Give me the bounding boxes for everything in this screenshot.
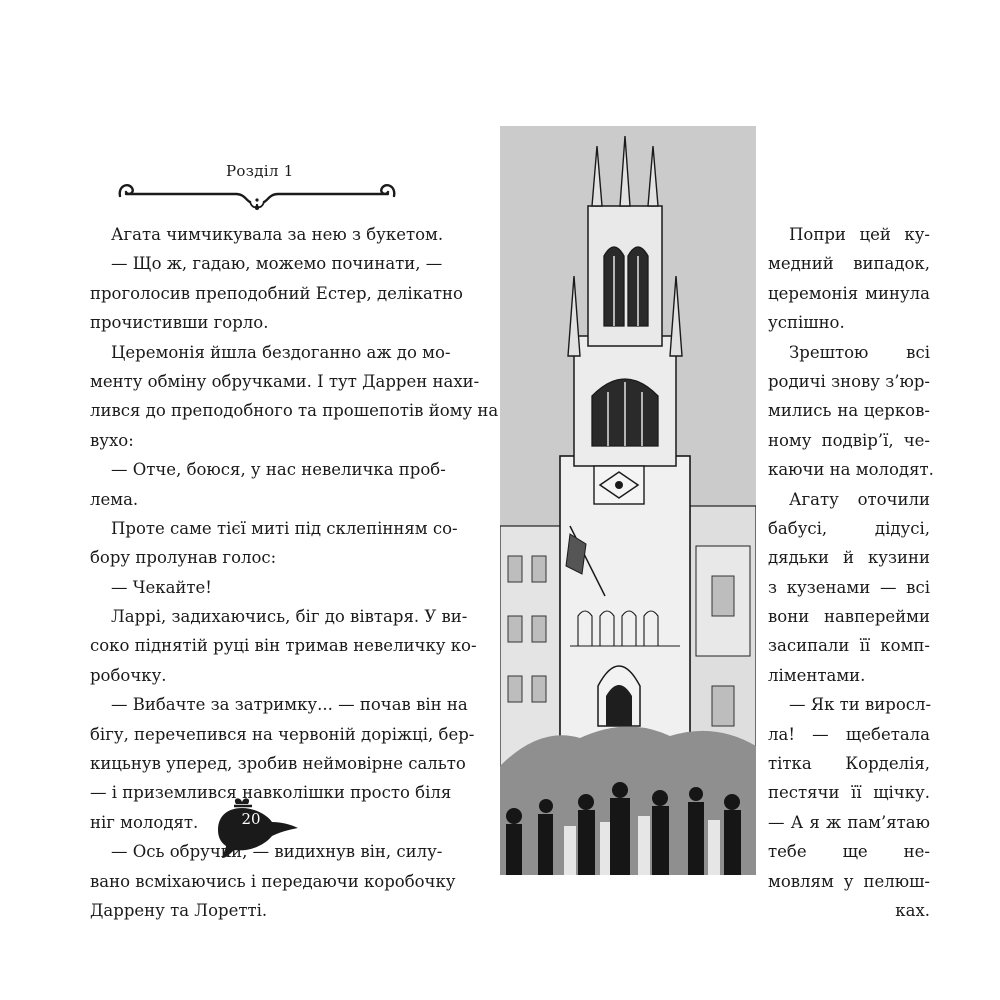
left-text-line: бору пролунав голос: (90, 548, 277, 568)
right-text-line: каючи на молодят. (768, 460, 934, 480)
left-text-line: проголосив преподобний Естер, делікатно (90, 283, 463, 303)
page-number-bird-icon (210, 796, 300, 860)
chapter-title: Розділ 1 (226, 162, 294, 180)
right-text-column (768, 220, 934, 925)
right-text-line: тітка Корделія, (768, 754, 930, 774)
right-text-line: — А я ж пам’ятаю (768, 812, 930, 832)
left-text-line: прочистивши горло. (90, 313, 269, 333)
right-text-line: — Як ти виросл- (789, 695, 932, 715)
right-text-line: ліментами. (768, 665, 866, 685)
right-text-line: з кузенами — всі (768, 577, 930, 597)
right-text-line: мовлям у пелюш- (768, 871, 930, 891)
left-text-line: — і приземлився навколішки просто біля (90, 783, 452, 803)
left-text-line: кицьнув уперед, зробив неймовірне сальто (90, 754, 466, 774)
right-text-line: ла! — щебетала (768, 724, 930, 744)
right-text-line: дядьки й кузини (768, 548, 930, 568)
right-text-line: тебе ще не- (768, 842, 930, 862)
right-text-line: медний випадок, (768, 254, 930, 274)
left-text-line: бігу, перечепився на червоній доріжці, бер- (90, 724, 475, 744)
left-text-line: менту обміну обручками. І тут Даррен нахи- (90, 371, 480, 391)
left-text-line: Даррену та Лоретті. (90, 900, 268, 920)
left-text-line: лився до преподобного та прошепотів йому на (90, 401, 499, 421)
left-text-line: — Вибачте за затримку... — почав він на (111, 695, 468, 715)
left-text-line: — Отче, боюся, у нас невеличка проб- (111, 460, 446, 480)
right-text-line: ному подвір’ї, че- (768, 430, 930, 450)
left-text-line: вухо: (90, 430, 134, 450)
right-text-line: Зрештою всі (789, 342, 930, 362)
left-text-line: робочку. (90, 665, 167, 685)
right-text-line: Агату оточили (789, 489, 930, 509)
left-text-line: Ларрі, задихаючись, біг до вівтаря. У ви- (111, 607, 468, 627)
right-text-line: ках. (895, 900, 930, 920)
chapter-divider-ornament (116, 178, 398, 214)
right-text-line: пестячи її щічку. (768, 783, 930, 803)
left-text-line: Проте саме тієї миті під склепінням со- (111, 518, 458, 538)
right-text-line: засипали її комп- (768, 636, 930, 656)
right-text-line: успішно. (768, 313, 845, 333)
left-text-line: вано всміхаючись і передаючи коробочку (90, 871, 456, 891)
page-number: 20 (241, 810, 261, 828)
right-text-line: Попри цей ку- (789, 225, 930, 244)
left-text-line: ніг молодят. (90, 812, 199, 832)
left-text-line: лема. (90, 489, 139, 509)
right-text-line: бабусі, дідусі, (768, 518, 930, 538)
right-text-line: родичі знову з’юр- (768, 371, 931, 391)
left-text-line: Церемонія йшла бездоганно аж до мо- (111, 342, 451, 362)
church-tower-illustration (500, 126, 756, 875)
left-text-line: соко піднятій руці він тримав невеличку ко- (90, 636, 477, 656)
right-text-line: мились на церков- (768, 401, 930, 421)
right-text-line: вони навперейми (768, 607, 930, 627)
left-text-line: — Що ж, гадаю, можемо починати, — (111, 254, 443, 274)
left-text-line: — Чекайте! (111, 577, 212, 597)
right-text-line: церемонія минула (768, 283, 930, 303)
left-text-line: — Ось обручки, — видихнув він, силу- (111, 842, 443, 862)
left-text-line: Агата чимчикувала за нею з букетом. (111, 225, 444, 244)
